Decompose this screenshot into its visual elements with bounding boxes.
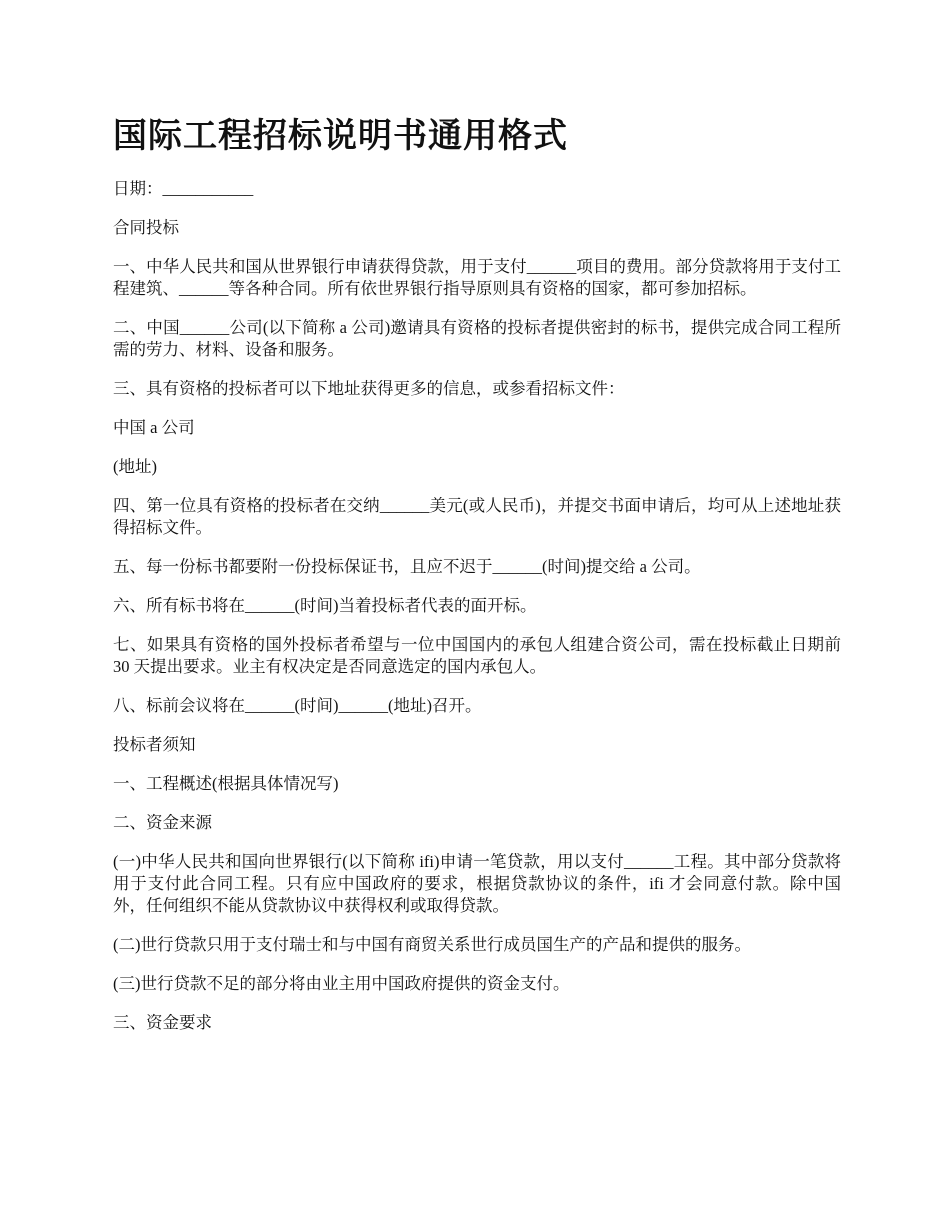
paragraph-7: 七、如果具有资格的国外投标者希望与一位中国国内的承包人组建合资公司，需在投标截止日期前 30 天提出要求。业主有权决定是否同意选定的国内承包人。 xyxy=(113,635,841,676)
paragraph-3: 三、具有资格的投标者可以下地址获得更多的信息，或参看招标文件： xyxy=(113,379,625,398)
subsection-funding-source: 二、资金来源 xyxy=(113,813,212,832)
subsection-funding-requirements: 三、资金要求 xyxy=(113,1013,212,1032)
paragraph-5: 五、每一份标书都要附一份投标保证书，且应不迟于______(时间)提交给 a 公司。 xyxy=(113,557,701,576)
date-line: 日期：___________ xyxy=(113,179,254,198)
document-page xyxy=(113,112,841,1051)
funding-item-2: (二)世行贷款只用于支付瑞士和与中国有商贸关系世行成员国生产的产品和提供的服务。 xyxy=(113,935,751,954)
paragraph-8: 八、标前会议将在______(时间)______(地址)召开。 xyxy=(113,696,482,715)
subsection-project-overview: 一、工程概述(根据具体情况写) xyxy=(113,774,339,793)
funding-item-1: (一)中华人民共和国向世界银行(以下简称 ifi)申请一笔贷款，用以支付______工程。其中部分贷款将用于支付此合同工程。只有应中国政府的要求，根据贷款协议的条件，ifi 才会同意付款。除中国外，任何组织不能从贷款协议中获得权利或取得贷款。 xyxy=(113,852,841,915)
section-heading-contract-bidding: 合同投标 xyxy=(113,218,179,237)
paragraph-6: 六、所有标书将在______(时间)当着投标者代表的面开标。 xyxy=(113,596,537,615)
paragraph-2: 二、中国______公司(以下简称 a 公司)邀请具有资格的投标者提供密封的标书，提供完成合同工程所需的劳力、材料、设备和服务。 xyxy=(113,318,841,359)
funding-item-3: (三)世行贷款不足的部分将由业主用中国政府提供的资金支付。 xyxy=(113,974,570,993)
section-heading-bidder-instructions: 投标者须知 xyxy=(113,735,196,754)
paragraph-4: 四、第一位具有资格的投标者在交纳______美元(或人民币)，并提交书面申请后，均可从上述地址获得招标文件。 xyxy=(113,496,841,537)
paragraph-1: 一、中华人民共和国从世界银行申请获得贷款，用于支付______项目的费用。部分贷款将用于支付工程建筑、______等各种合同。所有依世界银行指导原则具有资格的国家，都可参加招标。 xyxy=(113,257,841,298)
address-line: (地址) xyxy=(113,457,157,476)
company-name-line: 中国 a 公司 xyxy=(113,418,195,437)
document-title: 国际工程招标说明书通用格式 xyxy=(113,116,568,156)
